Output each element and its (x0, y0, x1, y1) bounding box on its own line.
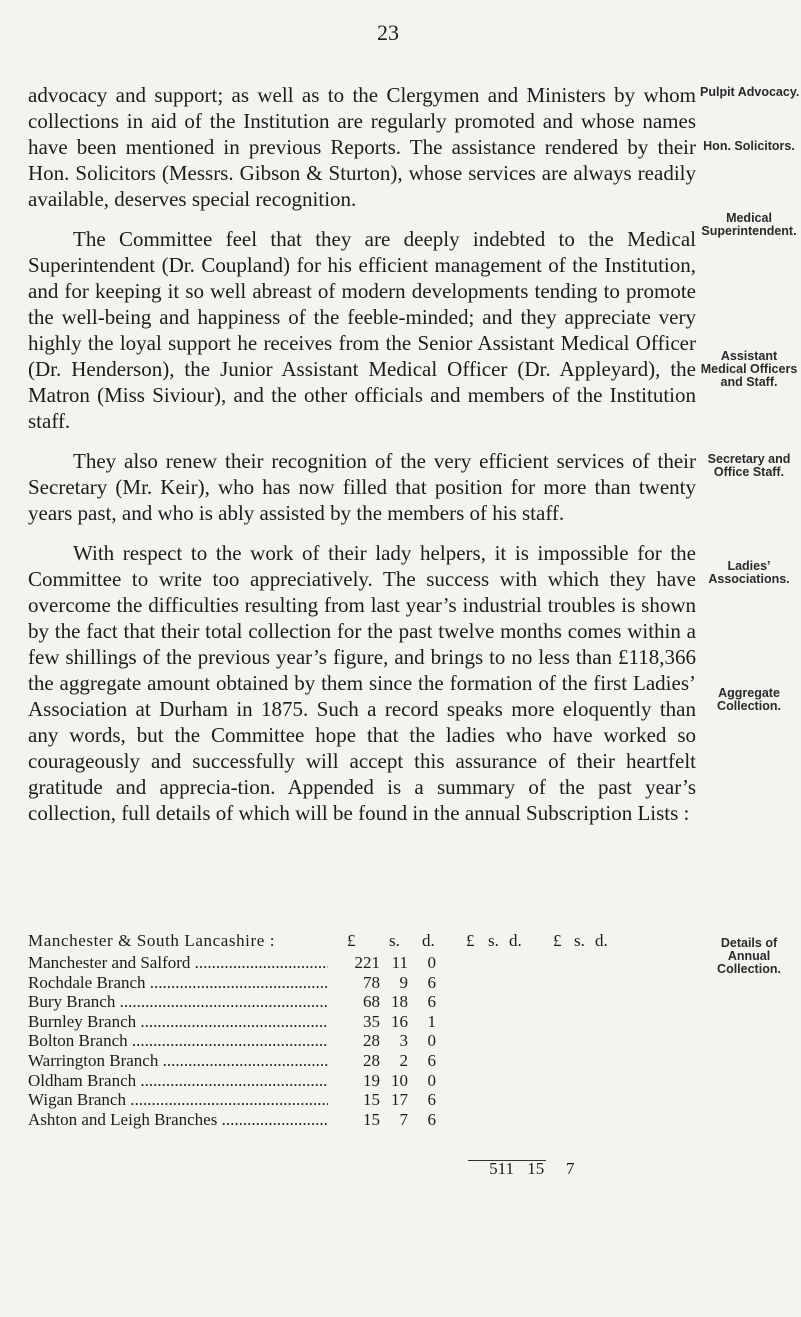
row-pence: 6 (416, 1090, 436, 1110)
margin-note-aggregate: Aggregate Collection. (717, 686, 781, 713)
total-pounds: 511 (489, 1159, 514, 1178)
table-row (28, 992, 718, 1012)
margin-note-ladies: Ladies’ Associations. (708, 559, 790, 586)
row-label: Rochdale Branch ..... (28, 973, 333, 993)
row-label: Bury Branch ..... (28, 992, 333, 1012)
margin-note-assistant: Assistant Medical Officers and Staff. (700, 349, 798, 389)
table-row (28, 1031, 718, 1051)
table-row (28, 973, 718, 993)
total-pence: 7 (566, 1159, 575, 1178)
col-header: s. (389, 931, 400, 950)
row-pence: 6 (416, 1110, 436, 1130)
row-pence: 6 (416, 973, 436, 993)
row-label: Manchester and Salford ..... (28, 953, 333, 973)
margin-note-details: Details of Annual Collection. (717, 936, 781, 976)
col-header: d. (509, 931, 522, 950)
row-pounds: 28 (328, 1031, 380, 1051)
body-text (28, 82, 696, 840)
row-pence: 0 (416, 953, 436, 973)
col-header: £ (466, 931, 475, 950)
row-shillings: 16 (380, 1012, 408, 1032)
row-pounds: 68 (328, 992, 380, 1012)
paragraph-medical-staff: The Committee feel that they are deeply indebted to the Medical Superintendent (Dr. Coupland) for his efficient management of the Institution, and for keeping it so well abreast of modern developments tending to promote the well-being and happiness of the feeble-minded; and they appreciate very highly the loyal support he receives from the Senior Assistant Medical Officer (Dr. Henderson), the Junior Assistant Medical Officer (Dr. Appleyard), the Matron (Miss Siviour), and the other officials and members of the Institution staff. (28, 227, 696, 433)
row-pounds: 35 (328, 1012, 380, 1032)
table-row (28, 1051, 718, 1071)
row-label: Burnley Branch ..... (28, 1012, 333, 1032)
col-header: s. (488, 931, 499, 950)
row-shillings: 3 (380, 1031, 408, 1051)
row-label: Oldham Branch ..... (28, 1071, 333, 1091)
col-header: d. (595, 931, 608, 950)
table-heading: Manchester & South Lancashire : (28, 931, 276, 950)
row-label: Bolton Branch ..... (28, 1031, 333, 1051)
row-pounds: 19 (328, 1071, 380, 1091)
table-row (28, 1110, 718, 1130)
row-shillings: 11 (380, 953, 408, 973)
table-row (28, 1090, 718, 1110)
total-shillings: 15 (527, 1159, 545, 1178)
row-pence: 6 (416, 1051, 436, 1071)
collection-table (28, 931, 718, 1178)
table-row (28, 953, 718, 973)
col-header: £ (553, 931, 562, 950)
margin-note-medical: Medical Superintendent. (701, 211, 797, 238)
table-total (488, 1159, 575, 1179)
page-number: 23 (377, 20, 399, 45)
row-shillings: 9 (380, 973, 408, 993)
table-heading-row (28, 931, 718, 953)
col-header: d. (422, 931, 435, 950)
margin-note-secretary: Secretary and Office Staff. (707, 452, 791, 479)
row-pence: 1 (416, 1012, 436, 1032)
paragraph-secretary: They also renew their recognition of the very efficient services of their Secretary (Mr. Keir), who has now filled that position for more than twenty years past, and who is ably assisted by the members of his staff. (28, 449, 696, 525)
table-row (28, 1012, 718, 1032)
col-header: £ (347, 931, 356, 950)
row-shillings: 17 (380, 1090, 408, 1110)
row-pence: 0 (416, 1071, 436, 1091)
table-row (28, 1071, 718, 1091)
row-pence: 0 (416, 1031, 436, 1051)
margin-note-pulpit: Pulpit Advocacy. (700, 85, 800, 99)
row-pence: 6 (416, 992, 436, 1012)
row-shillings: 18 (380, 992, 408, 1012)
row-pounds: 221 (328, 953, 380, 973)
row-pounds: 78 (328, 973, 380, 993)
paragraph-advocacy: advocacy and support; as well as to the Clergymen and Ministers by whom collections in aid of the Institution are regularly promoted and whose names have been mentioned in previous Reports. The assistance rendered by their Hon. Solicitors (Messrs. Gibson & Sturton), whose services are always readily available, deserves special recognition. (28, 83, 696, 211)
margin-note-solicitors: Hon. Solicitors. (703, 139, 795, 153)
row-pounds: 15 (328, 1090, 380, 1110)
col-header: s. (574, 931, 585, 950)
row-label: Warrington Branch ..... (28, 1051, 333, 1071)
row-label: Ashton and Leigh Branches ..... (28, 1110, 333, 1130)
row-label: Wigan Branch ..... (28, 1090, 333, 1110)
row-pounds: 28 (328, 1051, 380, 1071)
row-shillings: 10 (380, 1071, 408, 1091)
row-shillings: 2 (380, 1051, 408, 1071)
paragraph-ladies: With respect to the work of their lady helpers, it is impossible for the Committee to write too appreciatively. The success with which they have overcome the difficulties resulting from last year’s industrial troubles is shown by the fact that their total collection for the past twelve months comes within a few shillings of the previous year’s figure, and brings to no less than £118,366 the aggregate amount obtained by them since the formation of the first Ladies’ Association at Durham in 1875. Such a record speaks more eloquently than any words, but the Committee hope that the ladies who have worked so courageously and successfully will accept this assurance of their heartfelt gratitude and apprecia-tion. Appended is a summary of the past year’s collection, full details of which will be found in the annual Subscription Lists : (28, 541, 696, 825)
row-shillings: 7 (380, 1110, 408, 1130)
row-pounds: 15 (328, 1110, 380, 1130)
